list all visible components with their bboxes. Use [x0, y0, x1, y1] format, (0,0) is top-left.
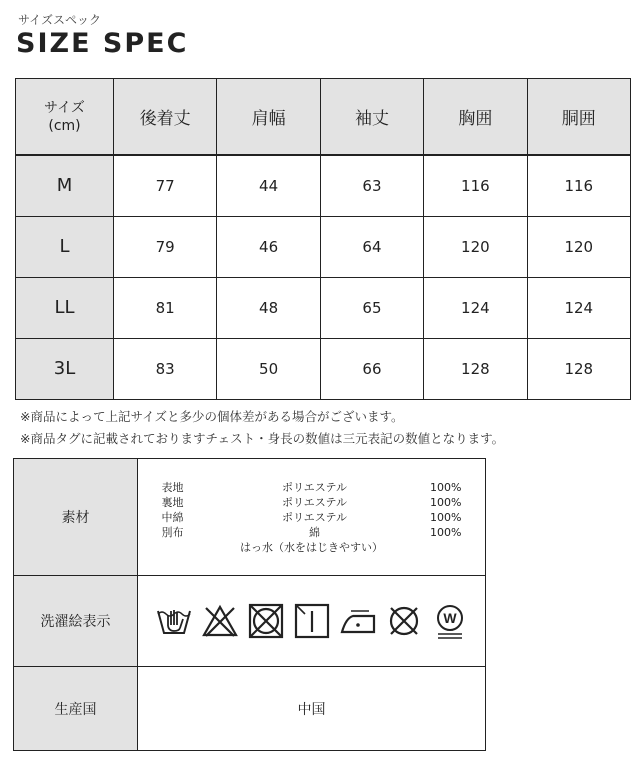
- table-cell: 120: [527, 216, 630, 277]
- table-cell: 81: [114, 277, 217, 338]
- table-cell: 116: [424, 155, 527, 216]
- material-row: [14, 459, 486, 576]
- table-row: [16, 338, 631, 399]
- size-label: L: [16, 216, 114, 277]
- corner-label: サイズ: [44, 99, 85, 116]
- size-label: LL: [16, 277, 114, 338]
- size-header-corner: [16, 79, 114, 156]
- size-notes: [20, 406, 504, 450]
- no-bleach-icon: [201, 602, 239, 640]
- material-item: [162, 480, 462, 495]
- material-percent: 100%: [430, 510, 462, 524]
- note-line: ※商品タグに記載されておりますチェスト・身長の数値は三元表記の数値となります。: [20, 431, 505, 446]
- wet-clean-weak-icon: [431, 602, 469, 640]
- table-cell: 128: [424, 338, 527, 399]
- table-cell: 44: [217, 155, 320, 216]
- material-fabric: ポリエステル: [281, 480, 347, 494]
- size-spec-table: [15, 78, 631, 400]
- material-part: 中綿: [161, 510, 184, 524]
- care-icons: [139, 602, 484, 640]
- corner-unit: (cm): [48, 117, 81, 134]
- product-info-table: [13, 458, 486, 751]
- care-cell: [138, 576, 486, 667]
- material-part: 表地: [161, 480, 184, 494]
- page-subtitle: サイズスペック: [18, 13, 102, 27]
- no-tumble-dry-icon: [247, 602, 285, 640]
- column-header: 後着丈: [114, 79, 217, 156]
- material-item: [162, 495, 462, 510]
- material-fabric: ポリエステル: [281, 510, 347, 524]
- material-item: [162, 510, 462, 525]
- table-cell: 48: [217, 277, 320, 338]
- drip-dry-icon: [293, 602, 331, 640]
- table-cell: 66: [320, 338, 423, 399]
- table-cell: 124: [527, 277, 630, 338]
- material-percent: 100%: [430, 525, 462, 539]
- table-cell: 116: [527, 155, 630, 216]
- table-row: [16, 216, 631, 277]
- page-title: SIZE SPEC: [16, 28, 189, 59]
- size-table-header-row: [16, 79, 631, 156]
- care-row: [14, 576, 486, 667]
- origin-row: [14, 667, 486, 751]
- material-percent: 100%: [430, 480, 462, 494]
- material-part: 裏地: [161, 495, 184, 509]
- column-header: 胸囲: [424, 79, 527, 156]
- origin-label: 生産国: [14, 667, 138, 751]
- svg-text:W: W: [442, 610, 457, 626]
- material-fabric: 綿: [309, 525, 320, 539]
- size-label: 3L: [16, 338, 114, 399]
- table-cell: 124: [424, 277, 527, 338]
- hand-wash-40-icon: [155, 602, 193, 640]
- column-header: 袖丈: [320, 79, 423, 156]
- note-line: ※商品によって上記サイズと多少の個体差がある場合がございます。: [20, 409, 404, 424]
- size-label: M: [16, 155, 114, 216]
- table-cell: 64: [320, 216, 423, 277]
- material-list: [162, 480, 462, 555]
- table-cell: 65: [320, 277, 423, 338]
- table-cell: 79: [114, 216, 217, 277]
- material-note: はっ水（水をはじきやすい）: [240, 540, 383, 554]
- no-dry-clean-icon: [385, 602, 423, 640]
- material-percent: 100%: [430, 495, 462, 509]
- table-row: [16, 155, 631, 216]
- column-header: 肩幅: [217, 79, 320, 156]
- table-cell: 77: [114, 155, 217, 216]
- iron-low-icon: [339, 602, 377, 640]
- table-cell: 83: [114, 338, 217, 399]
- care-label: 洗濯絵表示: [14, 576, 138, 667]
- table-row: [16, 277, 631, 338]
- material-label: 素材: [14, 459, 138, 576]
- table-cell: 50: [217, 338, 320, 399]
- origin-value: 中国: [138, 667, 486, 751]
- table-cell: 46: [217, 216, 320, 277]
- material-cell: [138, 459, 486, 576]
- material-item: [162, 525, 462, 540]
- table-cell: 63: [320, 155, 423, 216]
- table-cell: 128: [527, 338, 630, 399]
- table-cell: 120: [424, 216, 527, 277]
- column-header: 胴囲: [527, 79, 630, 156]
- material-part: 別布: [161, 525, 184, 539]
- material-fabric: ポリエステル: [281, 495, 347, 509]
